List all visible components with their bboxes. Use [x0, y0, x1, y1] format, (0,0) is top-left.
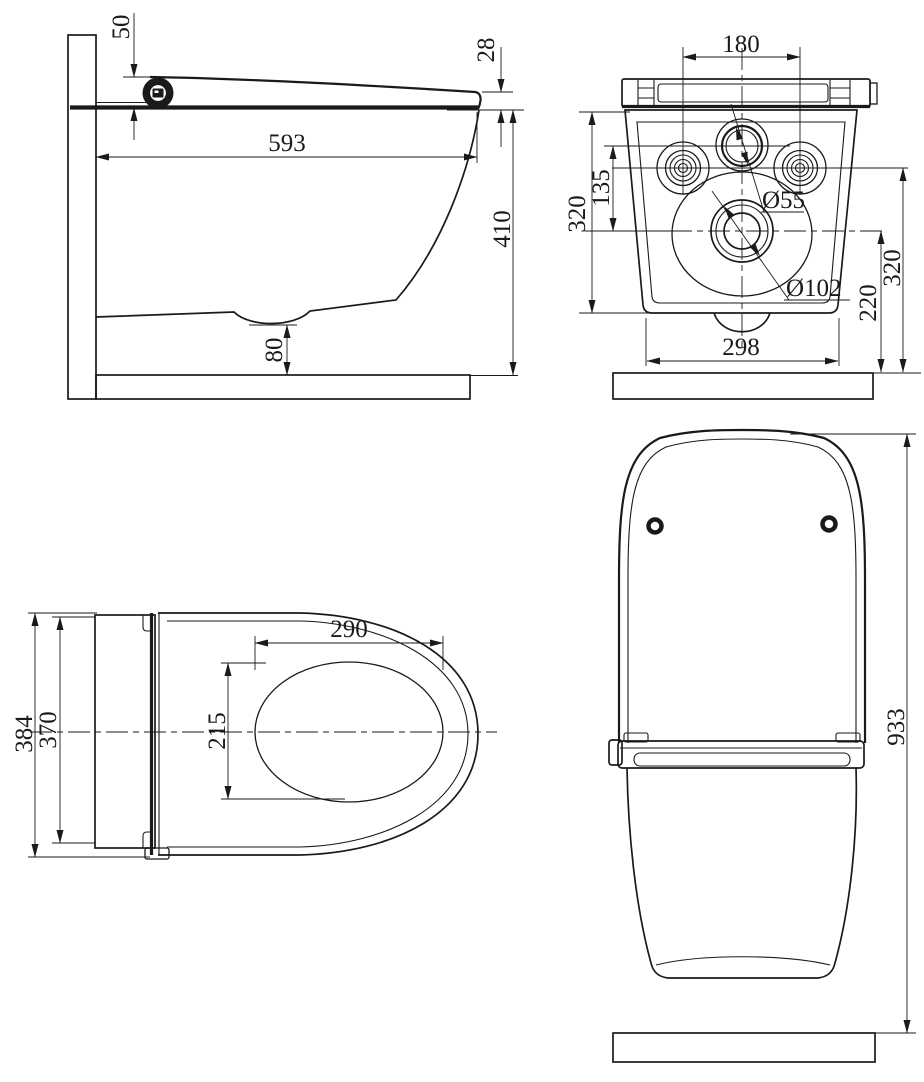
side-wall-hatch [68, 35, 96, 399]
front-bowl-outline [627, 768, 856, 978]
rear-dim-inlet-outlet-label: 135 [588, 169, 615, 207]
rear-dim-bolt-spacing-label: 180 [722, 31, 760, 58]
rear-seat-bar-inner-panel [658, 84, 828, 102]
rear-dim-outlet-height-label: 220 [855, 284, 882, 322]
plan-dim-body-width-label: 370 [35, 711, 62, 749]
side-dim-seat-thickness [108, 13, 152, 140]
plan-dim-body-width [35, 617, 95, 843]
front-view [609, 430, 916, 1062]
side-view [68, 13, 524, 399]
rear-dim-outlet-dia-label: Ø102 [786, 275, 842, 302]
side-dim-seat-thickness-label: 50 [108, 14, 135, 40]
rear-dim-body-width-label: 298 [722, 334, 760, 361]
front-dim-total-height-label: 933 [883, 708, 910, 746]
plan-tank-outline [95, 615, 155, 848]
plan-dim-opening-depth-label: 215 [204, 712, 231, 750]
rear-dim-inlet-diameter [731, 104, 805, 214]
side-dim-front-rim-height [447, 38, 524, 148]
front-seat-bar-outline [618, 741, 864, 768]
side-lid-top-profile [150, 77, 481, 109]
side-dim-depth [96, 112, 477, 163]
side-dim-outlet-clearance-label: 80 [261, 337, 288, 363]
rear-dim-bolt-center-height [879, 168, 906, 372]
front-lid-inner-contour [628, 439, 856, 743]
side-hinge-detail [143, 78, 174, 109]
rear-dim-outlet-center-height [855, 231, 882, 372]
side-dim-rim-floor-label: 410 [489, 210, 516, 248]
rear-dim-body-height-label: 320 [564, 195, 591, 233]
front-lid-bumper-left [649, 520, 662, 533]
plan-dim-overall-width [11, 613, 150, 857]
front-seat-bar [609, 733, 864, 768]
side-floor-hatch [96, 375, 470, 399]
front-left-tab [609, 740, 622, 765]
rear-seat-bar-outline [622, 79, 870, 107]
plan-dim-opening-depth [204, 663, 345, 799]
side-dim-depth-label: 593 [268, 130, 306, 157]
rear-dim-body-width [646, 318, 839, 366]
side-hinge-pin-highlight [155, 91, 159, 94]
side-dim-front-rim-label: 28 [473, 37, 500, 63]
plan-view [11, 613, 497, 859]
plan-dim-overall-width-label: 384 [11, 715, 38, 753]
plan-dim-opening-width-label: 290 [330, 616, 368, 643]
front-lid-outline [619, 430, 865, 743]
side-dim-rim-floor-height [489, 110, 516, 375]
front-lid-bumper-right [823, 518, 836, 531]
rear-view [564, 31, 921, 399]
rear-floor-hatch [613, 373, 873, 399]
rear-dim-body-height [564, 112, 650, 313]
rear-seat-bar [622, 79, 877, 107]
front-seat-front-edge [634, 753, 850, 766]
front-bowl-bottom-line [656, 957, 830, 965]
rear-dim-bolt-height-label: 320 [879, 249, 906, 287]
front-floor-hatch [613, 1033, 875, 1062]
rear-dim-inlet-dia-label: Ø55 [762, 187, 806, 214]
rear-seat-bar-right-tab [870, 83, 877, 104]
side-dim-outlet-clearance [249, 325, 297, 375]
